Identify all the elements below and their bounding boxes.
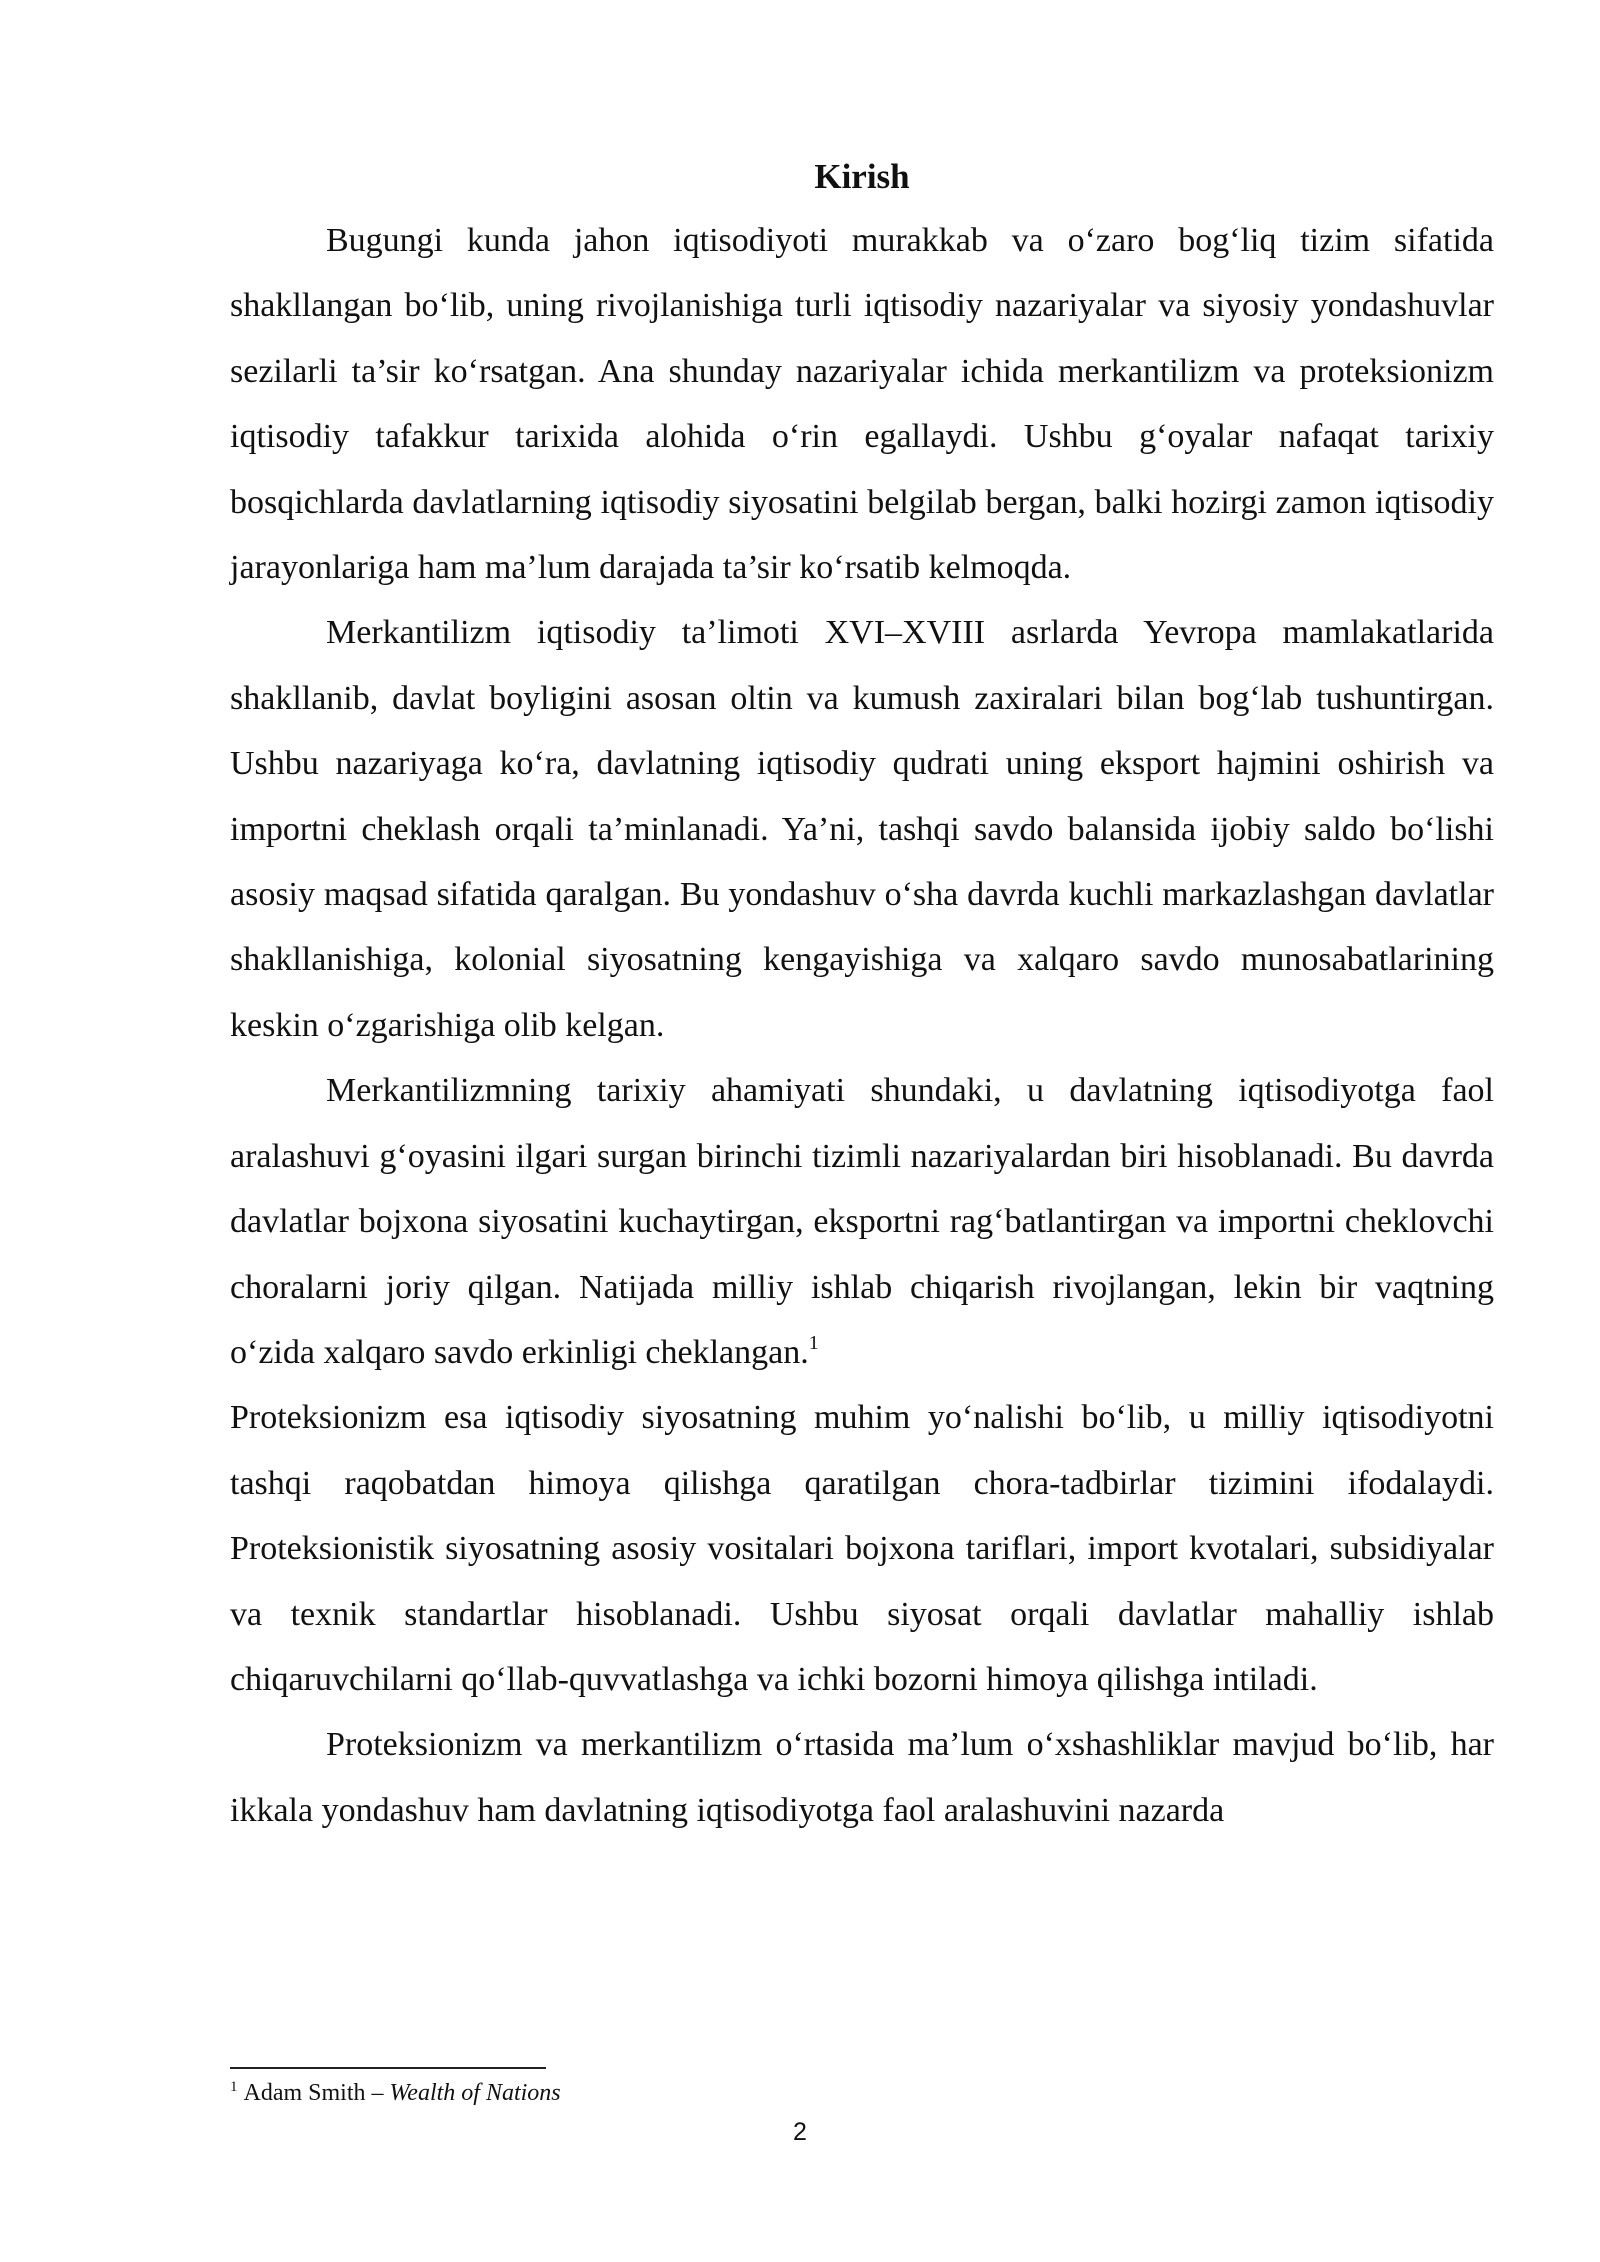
body-text [230,146,1494,1843]
paragraph-3-text: Merkantilizmning tarixiy ahamiyati shundaki, u davlatning iqtisodiyotga faol aralashuvi g‘oyasini ilgari surgan birinchi tizimli nazariyalardan biri hisoblanadi. Bu davrda davlatlar bojxona siyosatini kuchaytirgan, eksportni rag‘batlantirgan va importni cheklovchi choralarni joriy qilgan. Natijada milliy ishlab chiqarish rivojlangan, lekin bir vaqtning o‘zida xalqaro savdo erkinligi cheklangan. [230,1072,1494,1371]
footnote-separator [230,2067,546,2069]
page-number: 2 [793,2118,807,2146]
footnote-work-title: Wealth of Nations [389,2080,561,2106]
footnote-author: Adam Smith – [243,2080,390,2106]
footnote-marker: 1 [230,2079,238,2095]
footnote [230,2078,1130,2108]
section-title: Kirish [814,157,910,196]
paragraph-4: Proteksionizm esa iqtisodiy siyosatning muhim yo‘nalishi bo‘lib, u milliy iqtisodiyotni tashqi raqobatdan himoya qilishga qaratilgan chora-tadbirlar tizimini ifodalaydi. Proteksionistik siyosatning asosiy vositalari bojxona tariflari, import kvotalari, subsidiyalar va texnik standartlar hisoblanadi. Ushbu siyosat orqali davlatlar mahalliy ishlab chiqaruvchilarni qo‘llab-quvvatlashga va ichki bozorni himoya qilishga intiladi. [230,1399,1494,1698]
paragraph-1: Bugungi kunda jahon iqtisodiyoti murakkab va o‘zaro bog‘liq tizim sifatida shakllangan bo‘lib, uning rivojlanishiga turli iqtisodiy nazariyalar va siyosiy yondashuvlar sezilarli ta’sir ko‘rsatgan. Ana shunday nazariyalar ichida merkantilizm va proteksionizm iqtisodiy tafakkur tarixida alohida o‘rin egallaydi. Ushbu g‘oyalar nafaqat tarixiy bosqichlarda davlatlarning iqtisodiy siyosatini belgilab bergan, balki hozirgi zamon iqtisodiy jarayonlariga ham ma’lum darajada ta’sir ko‘rsatib kelmoqda. [230,222,1494,587]
paragraph-3 [230,1058,1494,1385]
footnote-reference[interactable]: 1 [808,1331,819,1354]
paragraph-2: Merkantilizm iqtisodiy ta’limoti XVI–XVIII asrlarda Yevropa mamlakatlarida shakllanib, davlat boyligini asosan oltin va kumush zaxiralari bilan bog‘lab tushuntirgan. Ushbu nazariyaga ko‘ra, davlatning iqtisodiy qudrati uning eksport hajmini oshirish va importni cheklash orqali ta’minlanadi. Ya’ni, tashqi savdo balansida ijobiy saldo bo‘lishi asosiy maqsad sifatida qaralgan. Bu yondashuv o‘sha davrda kuchli markazlashgan davlatlar shakllanishiga, kolonial siyosatning kengayishiga va xalqaro savdo munosabatlarining keskin o‘zgarishiga olib kelgan. [230,614,1494,1044]
paragraph-5: Proteksionizm va merkantilizm o‘rtasida ma’lum o‘xshashliklar mavjud bo‘lib, har ikkala yondashuv ham davlatning iqtisodiyotga faol aralashuvini nazarda [230,1726,1494,1829]
